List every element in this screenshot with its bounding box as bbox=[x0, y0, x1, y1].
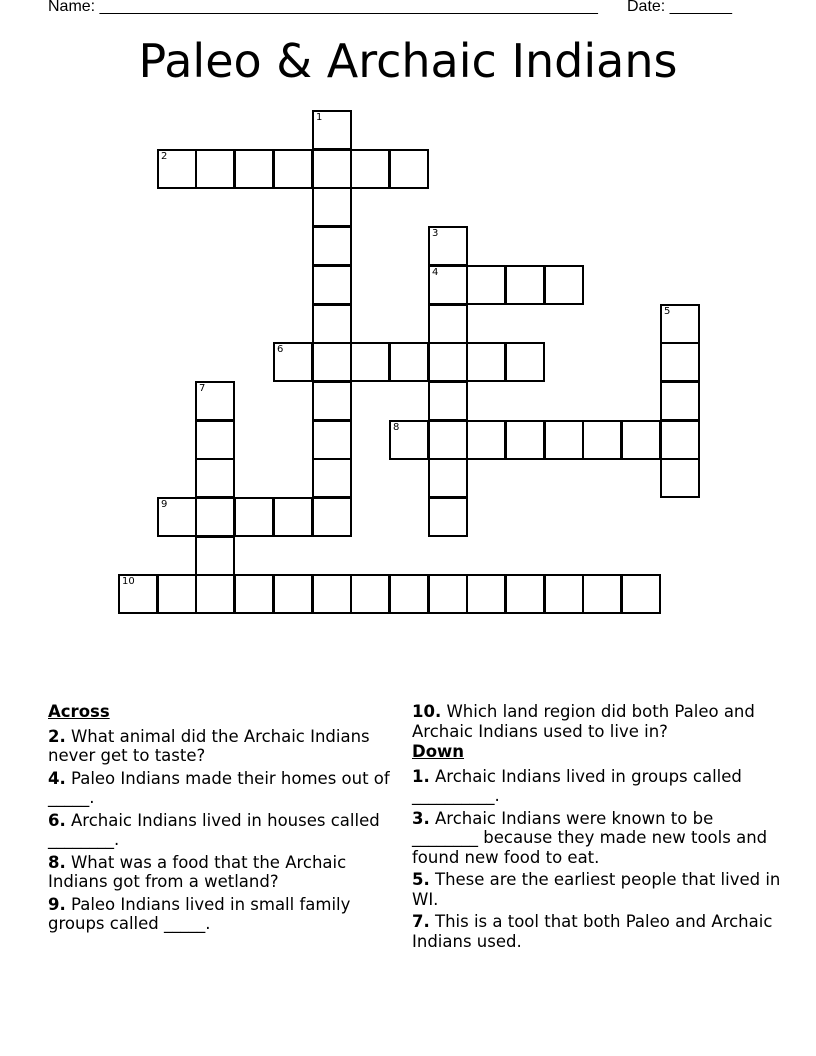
crossword-cell[interactable] bbox=[428, 497, 468, 537]
clue-number: 3 bbox=[432, 228, 439, 239]
crossword-cell[interactable] bbox=[505, 342, 545, 382]
clue-number: 1 bbox=[316, 112, 323, 123]
crossword-cell[interactable] bbox=[273, 342, 313, 382]
clues-column-left bbox=[48, 702, 393, 937]
crossword-cell[interactable] bbox=[350, 574, 390, 614]
crossword-cell[interactable] bbox=[582, 574, 622, 614]
clue-number: 7 bbox=[199, 383, 206, 394]
crossword-cell[interactable] bbox=[234, 574, 274, 614]
crossword-cell[interactable] bbox=[428, 342, 468, 382]
crossword-cell[interactable] bbox=[389, 420, 429, 460]
clue-number: 6 bbox=[277, 344, 284, 355]
crossword-cell[interactable] bbox=[195, 497, 235, 537]
clue-number: 2 bbox=[161, 151, 168, 162]
across-clue-10: 10. Which land region did both Paleo and Archaic Indians used to live in? bbox=[412, 702, 755, 741]
name-field-label: Name: ________________________________________________________ bbox=[48, 0, 598, 15]
crossword-cell[interactable] bbox=[195, 149, 235, 189]
crossword-cell[interactable] bbox=[389, 149, 429, 189]
crossword-cell[interactable] bbox=[582, 420, 622, 460]
crossword-cell[interactable] bbox=[195, 574, 235, 614]
clue-number: 9 bbox=[161, 499, 168, 510]
crossword-cell[interactable] bbox=[544, 574, 584, 614]
crossword-cell[interactable] bbox=[428, 574, 468, 614]
crossword-cell[interactable] bbox=[273, 574, 313, 614]
crossword-cell[interactable] bbox=[466, 265, 506, 305]
across-clue-4: 4. Paleo Indians made their homes out of _____. bbox=[48, 768, 390, 807]
crossword-cell[interactable] bbox=[505, 265, 545, 305]
crossword-cell[interactable] bbox=[195, 458, 235, 498]
crossword-cell[interactable] bbox=[195, 381, 235, 421]
crossword-cell[interactable] bbox=[273, 149, 313, 189]
crossword-cell[interactable] bbox=[312, 149, 352, 189]
crossword-cell[interactable] bbox=[660, 458, 700, 498]
crossword-cell[interactable] bbox=[157, 574, 197, 614]
crossword-cell[interactable] bbox=[660, 304, 700, 344]
crossword-cell[interactable] bbox=[312, 458, 352, 498]
crossword-cell[interactable] bbox=[312, 497, 352, 537]
crossword-cell[interactable] bbox=[466, 420, 506, 460]
crossword-cell[interactable] bbox=[660, 381, 700, 421]
crossword-cell[interactable] bbox=[157, 497, 197, 537]
crossword-cell[interactable] bbox=[312, 110, 352, 150]
crossword-cell[interactable] bbox=[312, 420, 352, 460]
across-clue-6: 6. Archaic Indians lived in houses called ________. bbox=[48, 810, 380, 849]
down-clue-5: 5. These are the earliest people that lived in WI. bbox=[412, 870, 781, 909]
crossword-cell[interactable] bbox=[389, 342, 429, 382]
crossword-cell[interactable] bbox=[195, 420, 235, 460]
clues-column-right bbox=[412, 702, 782, 954]
crossword-cell[interactable] bbox=[195, 536, 235, 576]
across-clue-9: 9. Paleo Indians lived in small family groups called _____. bbox=[48, 894, 351, 933]
crossword-cell[interactable] bbox=[428, 381, 468, 421]
crossword-cell[interactable] bbox=[312, 342, 352, 382]
crossword-cell[interactable] bbox=[389, 574, 429, 614]
crossword-cell[interactable] bbox=[118, 574, 158, 614]
crossword-cell[interactable] bbox=[428, 265, 468, 305]
crossword-cell[interactable] bbox=[621, 574, 661, 614]
crossword-cell[interactable] bbox=[660, 342, 700, 382]
down-clue-3: 3. Archaic Indians were known to be ________ because they made new tools and found new food to eat. bbox=[412, 808, 768, 867]
clue-number: 10 bbox=[122, 576, 135, 587]
crossword-cell[interactable] bbox=[505, 574, 545, 614]
crossword-cell[interactable] bbox=[466, 574, 506, 614]
crossword-cell[interactable] bbox=[544, 420, 584, 460]
down-clue-7: 7. This is a tool that both Paleo and Archaic Indians used. bbox=[412, 912, 773, 951]
crossword-cell[interactable] bbox=[544, 265, 584, 305]
crossword-cell[interactable] bbox=[312, 226, 352, 266]
crossword-cell[interactable] bbox=[312, 304, 352, 344]
crossword-cell[interactable] bbox=[234, 497, 274, 537]
crossword-cell[interactable] bbox=[312, 574, 352, 614]
across-clue-2: 2. What animal did the Archaic Indians never get to taste? bbox=[48, 726, 370, 765]
down-heading: Down bbox=[412, 742, 465, 761]
crossword-cell[interactable] bbox=[621, 420, 661, 460]
crossword-cell[interactable] bbox=[428, 304, 468, 344]
crossword-cell[interactable] bbox=[157, 149, 197, 189]
crossword-cell[interactable] bbox=[234, 149, 274, 189]
date-field-label: Date: _______ bbox=[627, 0, 732, 15]
crossword-cell[interactable] bbox=[312, 381, 352, 421]
page-title: Paleo & Archaic Indians bbox=[138, 34, 678, 88]
crossword-cell[interactable] bbox=[312, 187, 352, 227]
crossword-cell[interactable] bbox=[428, 226, 468, 266]
down-clue-1: 1. Archaic Indians lived in groups called __________. bbox=[412, 766, 742, 805]
across-heading: Across bbox=[48, 702, 110, 721]
crossword-cell[interactable] bbox=[466, 342, 506, 382]
across-clue-8: 8. What was a food that the Archaic Indians got from a wetland? bbox=[48, 852, 347, 891]
clue-number: 8 bbox=[393, 422, 400, 433]
crossword-cell[interactable] bbox=[350, 149, 390, 189]
crossword-cell[interactable] bbox=[428, 420, 468, 460]
crossword-cell[interactable] bbox=[350, 342, 390, 382]
crossword-cell[interactable] bbox=[273, 497, 313, 537]
crossword-cell[interactable] bbox=[312, 265, 352, 305]
crossword-cell[interactable] bbox=[660, 420, 700, 460]
clue-number: 5 bbox=[664, 306, 671, 317]
crossword-cell[interactable] bbox=[428, 458, 468, 498]
crossword-cell[interactable] bbox=[505, 420, 545, 460]
clue-number: 4 bbox=[432, 267, 439, 278]
